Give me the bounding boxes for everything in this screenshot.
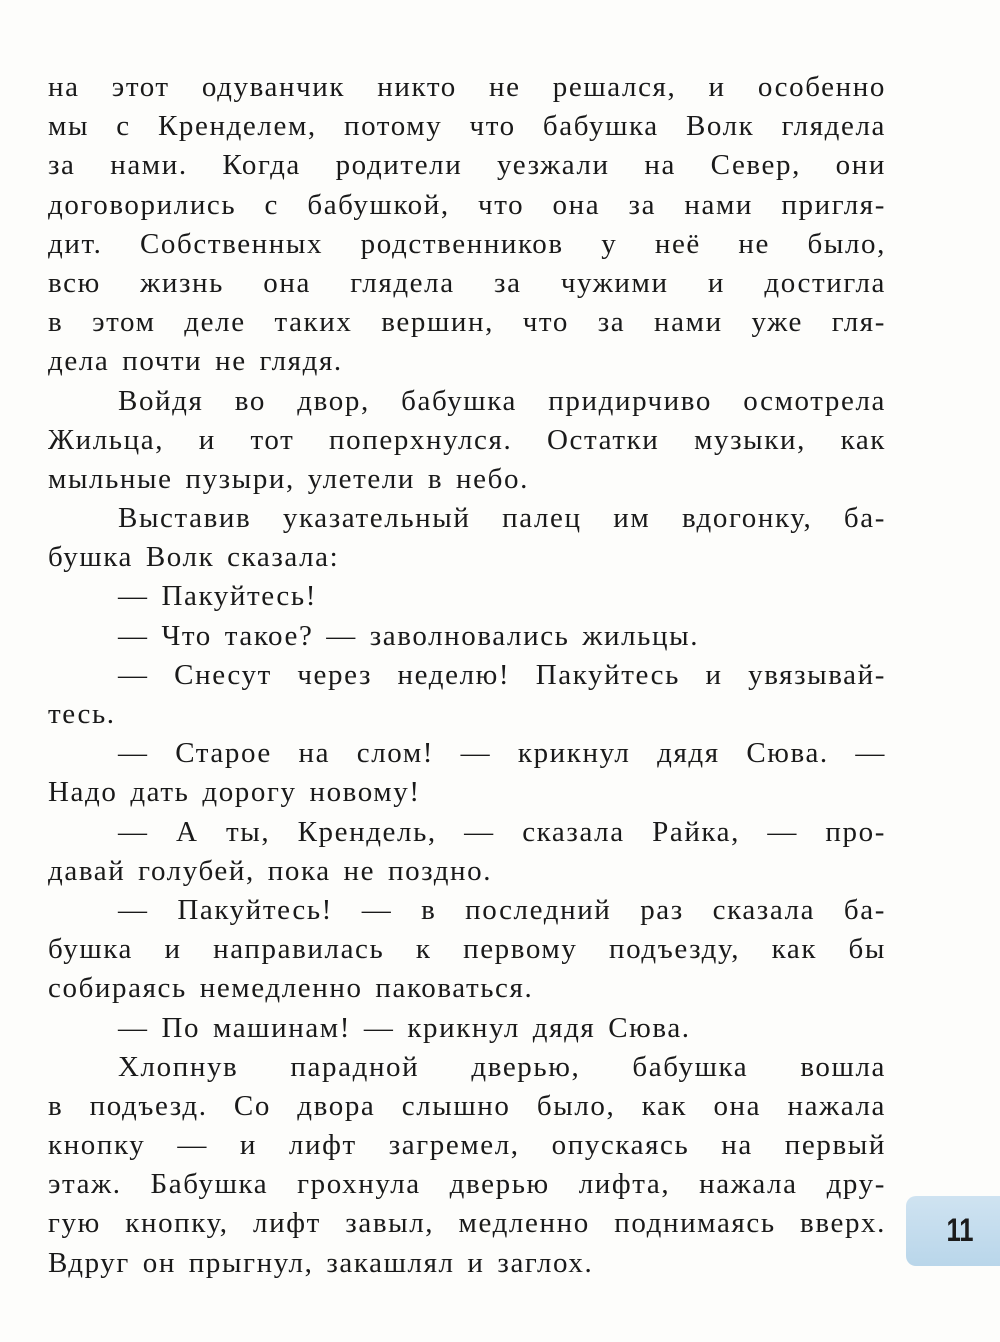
page-number: 11: [946, 1212, 974, 1248]
text-line: — Снесут через неделю! Пакуйтесь и увязывай-: [118, 658, 886, 691]
text-line: бушка Волк сказала:: [48, 541, 340, 574]
text-line: за нами. Когда родители уезжали на Север, они: [48, 149, 886, 182]
text-line: дела почти не глядя.: [48, 345, 343, 378]
text-line: дит. Собственных родственников у неё не было,: [48, 227, 886, 260]
text-line: Жильца, и тот поперхнулся. Остатки музыки, как: [48, 423, 886, 456]
body-text: [48, 68, 886, 1283]
text-line: в подъезд. Со двора слышно было, как она нажала: [48, 1089, 886, 1122]
text-line: Хлопнув парадной дверью, бабушка вошла: [118, 1050, 886, 1083]
text-line: гую кнопку, лифт завыл, медленно поднимаясь вверх.: [48, 1207, 886, 1240]
text-line: мыльные пузыри, улетели в небо.: [48, 462, 529, 495]
text-line: мы с Кренделем, потому что бабушка Волк глядела: [48, 110, 886, 143]
text-line: — По машинам! — крикнул дядя Сюва.: [118, 1011, 691, 1044]
text-line: Надо дать дорогу новому!: [48, 776, 421, 809]
text-line: — Пакуйтесь! — в последний раз сказала ба-: [118, 893, 886, 926]
text-line: собираясь немедленно паковаться.: [48, 972, 534, 1005]
text-line: бушка и направилась к первому подъезду, как бы: [48, 933, 886, 966]
text-line: в этом деле таких вершин, что за нами уже гля-: [48, 306, 886, 339]
text-line: Вдруг он прыгнул, закашлял и заглох.: [48, 1246, 594, 1279]
text-line: — Старое на слом! — крикнул дядя Сюва. —: [118, 737, 886, 770]
text-line: всю жизнь она глядела за чужими и достигла: [48, 266, 886, 299]
text-line: этаж. Бабушка грохнула дверью лифта, нажала дру-: [48, 1168, 886, 1201]
text-line: — А ты, Крендель, — сказала Райка, — про-: [118, 815, 886, 848]
text-line: давай голубей, пока не поздно.: [48, 854, 493, 887]
text-line: тесь.: [48, 698, 116, 730]
text-line: кнопку — и лифт загремел, опускаясь на первый: [48, 1129, 886, 1162]
text-line: договорились с бабушкой, что она за нами пригля-: [48, 188, 886, 221]
text-line: Выставив указательный палец им вдогонку, ба-: [118, 502, 886, 535]
text-line: на этот одуванчик никто не решался, и особенно: [48, 71, 886, 103]
text-line: — Пакуйтесь!: [118, 580, 317, 613]
text-line: — Что такое? — заволновались жильцы.: [118, 619, 700, 652]
text-line: Войдя во двор, бабушка придирчиво осмотрела: [118, 384, 886, 417]
